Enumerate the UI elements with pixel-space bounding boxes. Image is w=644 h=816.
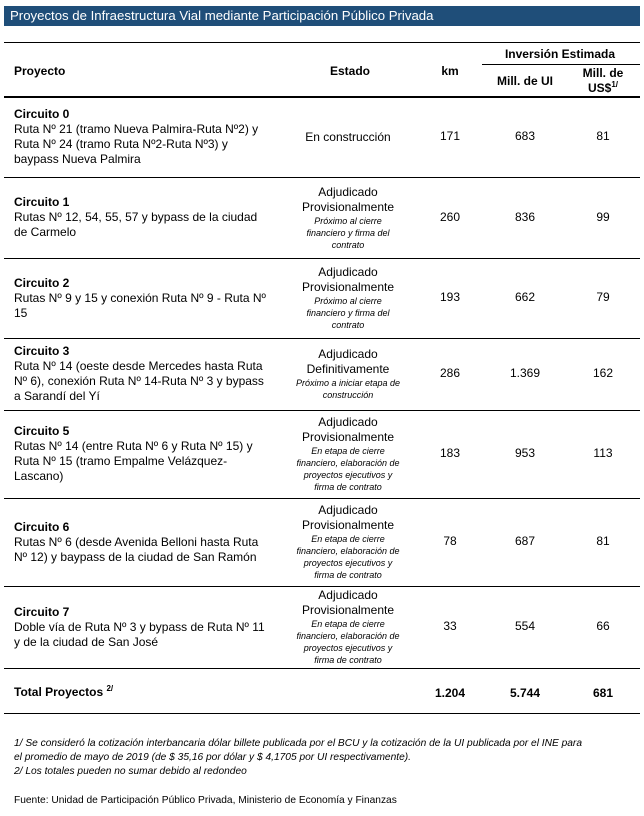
project-description-line: Rutas Nº 14 (entre Ruta Nº 6 y Ruta Nº 15) y [14,439,253,453]
status-detail: contrato [331,239,365,250]
footnote-1b: el promedio de mayo de 2019 (de $ 35,16 por dólar y $ 4,1705 por UI respectivamente). [14,752,411,763]
row-divider [4,498,640,499]
project-description-line: Lascano) [14,469,64,483]
project-cell [14,195,274,240]
header-estado: Estado [329,64,370,78]
total-usd: 681 [592,686,614,700]
status-detail: proyectos ejecutivos y [303,558,393,568]
header-mill-usd-line1: Mill. de [582,66,624,80]
row-divider [4,177,640,178]
row-divider [4,410,640,411]
usd-value: 99 [596,209,610,224]
project-cell [14,605,274,650]
project-description-line: y de la ciudad de San José [14,634,159,649]
project-description-line: Ruta Nº 21 (tramo Nueva Palmira-Ruta Nº2) y [14,122,259,136]
top-rule [4,42,640,43]
status-detail: financiero, elaboración de [296,631,400,641]
ui-value: 687 [514,534,536,548]
status-detail: financiero, elaboración de [296,458,400,468]
status-cell [268,347,428,401]
header-usd-footnote: 1/ [611,80,618,89]
project-description-line: de Carmelo [14,225,77,239]
status-detail: proyectos ejecutivos y [303,470,393,480]
usd-value: 113 [593,446,613,460]
usd-value: 81 [596,129,610,143]
km-value: 33 [443,619,457,633]
status-text: Provisionalmente [301,603,395,617]
status-text: En construcción [305,129,391,144]
status-detail: construcción [322,390,374,400]
usd-value: 81 [596,534,610,548]
header-mill-usd-line2: US$ [587,81,612,95]
row-divider [4,338,640,339]
project-name: Circuito 3 [14,344,70,358]
total-label [14,685,113,700]
project-description-line: a Sarandí del Yí [14,389,100,403]
status-text: Adjudicado [318,265,378,279]
km-value: 193 [439,290,461,304]
ui-value: 953 [514,446,536,460]
project-description-line: baypass Nueva Palmira [14,152,141,166]
footnote-2: 2/ Los totales pueden no sumar debido al redondeo [14,766,247,777]
status-detail: Próximo al cierre [314,215,382,226]
km-value: 260 [439,209,461,224]
page-title: Proyectos de Infraestructura Vial mediante Participación Público Privada [4,6,640,26]
km-value: 183 [439,446,461,460]
status-detail: financiero y firma del [306,308,390,318]
status-detail: En etapa de cierre [311,534,385,544]
project-name: Circuito 2 [14,275,70,290]
project-name: Circuito 1 [14,195,70,209]
project-description-line: Nº 12) y baypass de la ciudad de San Ramón [14,549,257,564]
bottom-rule [4,713,640,714]
header-mill-usd [568,66,638,96]
row-divider [4,258,640,259]
usd-value: 162 [592,366,614,380]
status-text: Adjudicado [318,347,378,361]
project-description-line: Doble vía de Ruta Nº 3 y bypass de Ruta Nº 11 [14,619,265,634]
status-cell [268,503,428,581]
status-cell [268,588,428,666]
project-name: Circuito 0 [14,107,70,121]
ui-value: 836 [514,209,536,224]
km-value: 171 [439,129,461,143]
status-text: Provisionalmente [301,430,395,444]
project-description-line: 15 [14,305,28,320]
project-description-line: Ruta Nº 24 (tramo Ruta Nº2-Ruta Nº3) y [14,137,228,151]
status-text: Adjudicado [318,503,378,517]
status-detail: firma de contrato [314,655,382,665]
status-detail: financiero y firma del [306,227,390,238]
status-detail: En etapa de cierre [311,446,385,456]
total-footnote: 2/ [106,684,114,693]
ui-value: 683 [514,129,536,143]
project-cell [14,107,274,167]
header-rule [4,96,640,98]
source-note: Fuente: Unidad de Participación Público Privada, Ministerio de Economía y Finanzas [14,795,397,806]
ui-value: 554 [514,619,536,633]
status-text: Definitivamente [306,362,390,376]
project-name: Circuito 6 [14,519,70,534]
footnote-1a: 1/ Se consideró la cotización interbancaria dólar billete publicada por el BCU y la cotización de la UI publicada por el INE para [14,738,582,749]
row-divider [4,668,640,669]
status-text: Provisionalmente [301,518,395,532]
usd-value: 66 [596,619,610,633]
status-detail: En etapa de cierre [311,619,385,629]
project-cell [14,276,274,321]
project-name: Circuito 5 [14,424,70,438]
status-detail: proyectos ejecutivos y [303,643,393,653]
total-ui: 5.744 [509,686,541,700]
project-description-line: Nº 6), conexión Ruta Nº 14-Ruta Nº 3 y bypass [14,374,264,388]
total-km: 1.204 [434,686,466,700]
status-detail: financiero, elaboración de [296,546,400,556]
project-cell [14,520,274,565]
km-value: 78 [443,534,457,548]
row-divider [4,586,640,587]
status-detail: Próximo a iniciar etapa de [295,378,401,388]
total-label-text: Total Proyectos [14,685,104,699]
project-description-line: Ruta Nº 14 (oeste desde Mercedes hasta Ruta [14,359,263,373]
header-mill-ui: Mill. de UI [496,74,553,88]
status-detail: contrato [331,320,365,330]
status-text: Adjudicado [318,415,378,429]
status-detail: firma de contrato [314,570,382,580]
project-name: Circuito 7 [14,604,70,619]
project-cell [14,344,274,404]
status-text: Adjudicado [318,588,378,602]
header-proyecto: Proyecto [14,64,66,78]
project-description-line: Rutas Nº 12, 54, 55, 57 y bypass de la ciudad [14,210,258,224]
header-inversion: Inversión Estimada [504,47,616,61]
status-cell [268,130,428,145]
project-description-line: Ruta Nº 15 (tramo Empalme Velázquez- [14,454,228,468]
status-text: Provisionalmente [301,280,395,294]
inversion-rule [482,64,640,65]
status-cell [268,415,428,493]
status-cell [268,265,428,331]
status-detail: Próximo al cierre [314,296,382,306]
status-text: Provisionalmente [301,199,395,214]
header-km: km [441,64,459,78]
usd-value: 79 [596,290,610,304]
km-value: 286 [439,366,461,380]
status-cell [268,185,428,251]
project-description-line: Rutas Nº 6 (desde Avenida Belloni hasta Ruta [14,534,259,549]
ui-value: 1.369 [509,366,541,380]
project-cell [14,424,274,484]
status-text: Adjudicado [318,184,378,199]
ui-value: 662 [514,290,536,304]
project-description-line: Rutas Nº 9 y 15 y conexión Ruta Nº 9 - Ruta Nº [14,290,266,305]
status-detail: firma de contrato [314,482,382,492]
